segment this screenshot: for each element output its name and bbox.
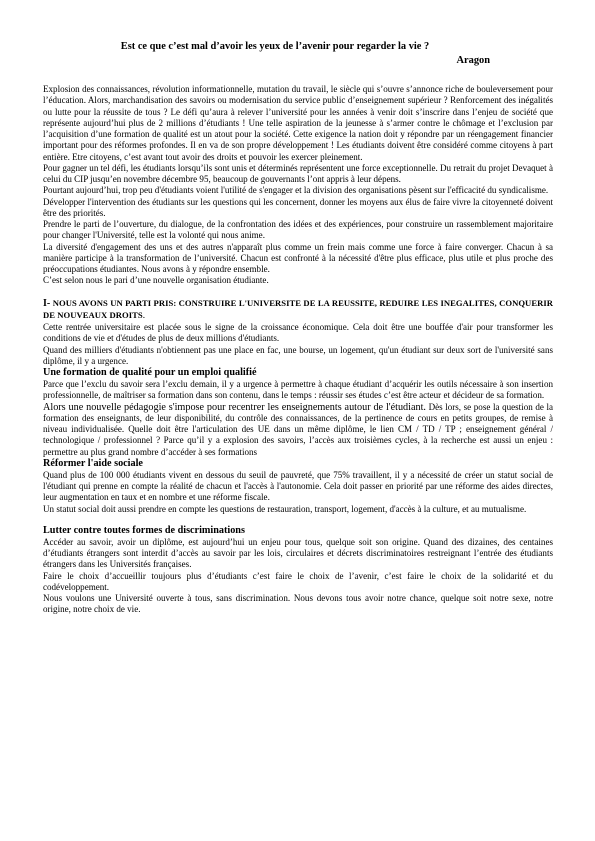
formation-rest: Dès lors, se pose la question de la formation des enseignants, de leur disponibilité, du contrôle des connaissances, de la pertinence de cours en petits groupes, de remise à niveau individualisée. Quelle doit être l'articulation des UE dans un même diplôme, le lien CM / TD / TP ; enseignement général / technologique / professionnel ? Parce qu’il y a explosion des savoirs, l’accès aux troisièmes cycles, à la recherche est aussi un enjeu : permettre au plus grand nombre d’accéder à ses formations	[43, 401, 553, 457]
subheading-formation: Une formation de qualité pour un emploi qualifié	[43, 367, 257, 378]
document-body	[43, 84, 553, 616]
intro-paragraph-4: Développer l'intervention des étudiants sur les questions qui les concernent, donner les moyens aux élus de faire vivre la citoyenneté doivent être des priorités.	[43, 196, 553, 218]
intro-paragraph-3: Pourtant aujourd’hui, trop peu d'étudiants voient l'utilité de s'engager et la division des organisations pèsent sur l'efficacité du syndicalisme.	[43, 185, 549, 196]
subheading-aide-sociale: Réformer l'aide sociale	[43, 457, 143, 469]
discrimination-paragraph-1: Accéder au savoir, avoir un diplôme, est aujourd’hui un enjeu pour tous, quelque soit son origine. Quand des dizaines, des centaines d’étudiants étrangers sont interdit d’accès au savoir par les lois, circulaires et décrets discriminatoires restreignant l’entrée des étudiants étrangers dans les Universités françaises.	[43, 536, 553, 570]
section-heading-text: NOUS AVONS UN PARTI PRIS: CONSTRUIRE L'UNIVERSITE DE LA REUSSITE, REDUIRE LES INEGALITES, CONQUERIR DE NOUVEAUX DROITS	[43, 297, 554, 320]
section-heading	[43, 298, 553, 323]
formation-lead-sentence: Alors une nouvelle pédagogie s'impose pour recentrer les enseignements autour de l'étudiant.	[43, 401, 426, 413]
intro-paragraph-7: C’est selon nous le pari d’une nouvelle organisation étudiante.	[43, 275, 269, 286]
discrimination-paragraph-2: Faire le choix d’accueillir toujours plus d’étudiants c’est faire le choix de l’avenir, c’est faire le choix de la solidarité et du codéveloppement.	[43, 570, 553, 592]
intro-paragraph-6: La diversité d'engagement des uns et des autres n'apparaît plus comme un frein mais comme une force à faire converger. Chacun à sa manière participe à la transformation de l’université. Chacun est confronté à la nécessité d'être plus efficace, plus utile et plus proche des préoccupations étudiantes. Nous avons à y répondre ensemble.	[43, 241, 553, 274]
quote-author: Aragon	[456, 55, 490, 66]
subheading-discriminations: Lutter contre toutes formes de discriminations	[43, 524, 245, 536]
formation-paragraph-1: Parce que l’exclu du savoir sera l’exclu demain, il y a urgence à permettre à chaque étudiant d’acquérir les outils nécessaire à son insertion professionnelle, de maîtriser sa formation dans son contenu, dans le temps : réussir ses études c’est être acteur et décideur de sa formation.	[43, 379, 553, 401]
intro-paragraph-2: Pour gagner un tel défi, les étudiants lorsqu’ils sont unis et déterminés représentent une force exceptionnelle. Du retrait du projet Devaquet à celui du CIP jusqu’en novembre décembre 95, beaucoup de gouvernants l’ont appris à leur dépens.	[43, 162, 553, 184]
intro-paragraph-1: Explosion des connaissances, révolution informationnelle, mutation du travail, le siècle qui s’ouvre s’annonce riche de bouleversement pour l’éducation. Alors, marchandisation des savoirs ou modernisation du service public d’enseignement supérieur ? Renforcement des inégalités ou lutte pour la réussite de tous ? Le défi qu’aura à relever l’université pour les années à venir doit s’inscrire dans l’enjeu de société que représente aujourd’hui plus de 2 millions d’étudiants ! Une telle aspiration de la jeunesse à s’armer contre le chômage et l’exclusion par l’acquisition d’une formation de qualité est un atout pour la société. Cette exigence la nation doit y répondre par un réengagement financier important pour des réformes profondes. Il en va de son propre développement ! Les étudiants doivent être considéré comme citoyens à part entière. Etre citoyens, c’est avant tout avoir des droits et pouvoir les exercer pleinement.	[43, 84, 553, 162]
formation-paragraph-2	[43, 402, 553, 458]
section-heading-end: .	[142, 310, 146, 321]
discrimination-paragraph-3: Nous voulons une Université ouverte à tous, sans discrimination. Nous devons tous avoir notre chance, quelque soit notre sexe, notre origine, notre choix de vie.	[43, 593, 553, 615]
section-number: I-	[43, 297, 51, 309]
aide-paragraph-1: Quand plus de 100 000 étudiants vivent en dessous du seuil de pauvreté, que 75% travaillent, il y a nécessité de créer un statut social de l'étudiant qui prenne en compte la réalité de chacun et l'accès à l'autonomie. Cela doit passer en priorité par une réforme des aides directes, leur augmentation en taux et en nombre et une réforme fiscale.	[43, 469, 553, 503]
section-paragraph-1: Cette rentrée universitaire est placée sous le signe de la croissance économique. Cela doit être une bouffée d'air pour transformer les conditions de vie et d'études de plus de deux millions d'étudiants.	[43, 322, 553, 344]
aide-paragraph-2: Un statut social doit aussi prendre en compte les questions de restauration, transport, logement, d'accès à la culture, et au mutualisme.	[43, 503, 527, 514]
document-title: Est ce que c’est mal d’avoir les yeux de l’avenir pour regarder la vie ?	[120, 41, 430, 52]
intro-paragraph-5: Prendre le parti de l’ouverture, du dialogue, de la confrontation des idées et des expériences, pour construire un rassemblement majoritaire pour changer l'Université, telle est la volonté qui nous anime.	[43, 219, 553, 241]
section-paragraph-2: Quand des milliers d'étudiants n'obtiennent pas une place en fac, une bourse, un logement, qu'un étudiant sur deux sort de l'université sans diplôme, il y a urgence.	[43, 344, 553, 366]
